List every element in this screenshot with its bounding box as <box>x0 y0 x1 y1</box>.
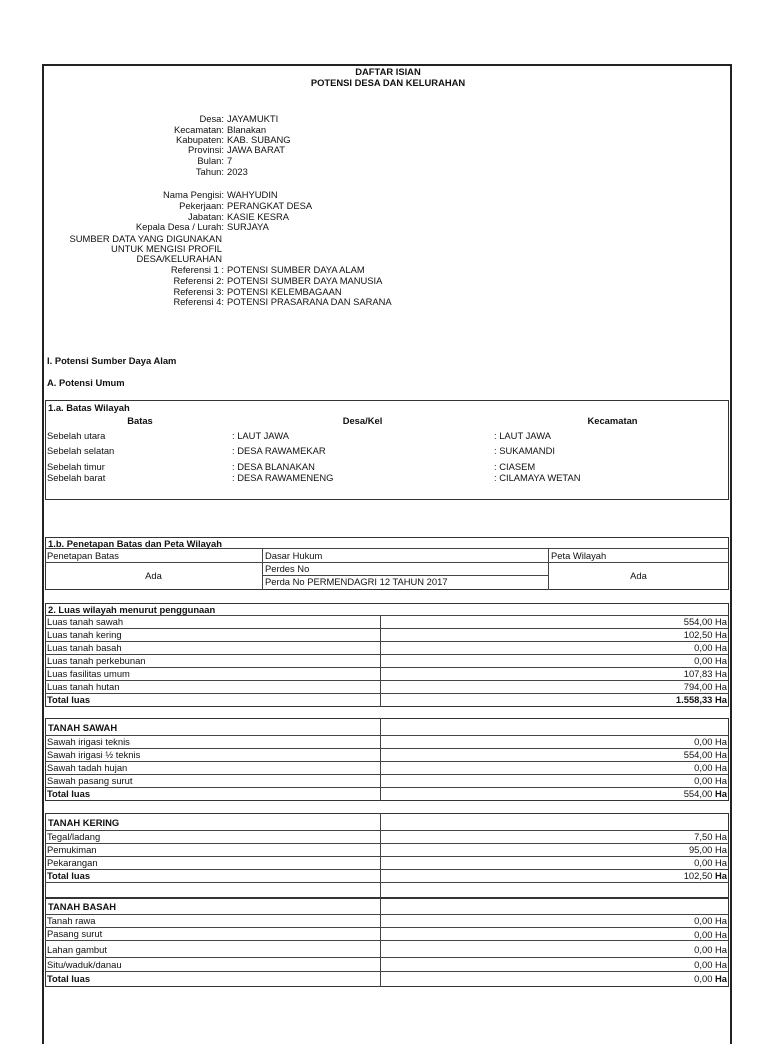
section-a-heading: A. Potensi Umum <box>47 377 125 388</box>
nama-pengisi-value: WAHYUDIN <box>227 189 278 200</box>
divider <box>45 562 729 563</box>
tahun-value: 2023 <box>227 166 248 177</box>
batas-side: Sebelah utara <box>47 430 106 441</box>
jabatan-value: KASIE KESRA <box>227 211 290 222</box>
kering-value: 0,00 Ha <box>694 857 727 868</box>
sawah-value: 554,00 Ha <box>683 749 727 760</box>
tanah-sawah-title: TANAH SAWAH <box>48 722 118 733</box>
ref-1-label: Referensi 1 : <box>170 264 224 275</box>
batas-desa: : LAUT JAWA <box>232 430 289 441</box>
penetapan-col1: Penetapan Batas <box>47 550 119 561</box>
luas-label: Luas tanah basah <box>47 642 122 653</box>
divider <box>380 718 381 801</box>
basah-total-label: Total luas <box>47 973 91 984</box>
batas-kec: : CILAMAYA WETAN <box>494 472 581 483</box>
sawah-value: 0,00 Ha <box>694 736 727 747</box>
divider <box>45 971 729 972</box>
batas-side: Sebelah timur <box>47 461 105 472</box>
batas-desa: : DESA RAWAMEKAR <box>232 445 326 456</box>
desa-label: Desa: <box>199 113 224 124</box>
luas-value: 554,00 Ha <box>683 616 727 627</box>
luas-value: 0,00 Ha <box>694 642 727 653</box>
basah-value: 0,00 Ha <box>694 944 727 955</box>
luas-label: Luas tanah kering <box>47 629 122 640</box>
sawah-total-unit: Ha <box>715 788 727 799</box>
kering-label: Pemukiman <box>47 844 97 855</box>
desa-value: JAYAMUKTI <box>227 113 279 124</box>
basah-label: Tanah rawa <box>47 915 96 926</box>
divider <box>45 957 729 958</box>
peta-wilayah-value: Ada <box>630 570 647 581</box>
provinsi-value: JAWA BARAT <box>227 144 285 155</box>
kepala-desa-label: Kepala Desa / Lurah: <box>135 221 224 232</box>
basah-total-number: 0,00 <box>694 973 713 984</box>
luas-value: 102,50 Ha <box>683 629 727 640</box>
basah-label: Lahan gambut <box>47 944 107 955</box>
sawah-label: Sawah irigasi teknis <box>47 736 130 747</box>
kering-total-value <box>600 870 727 881</box>
kering-value: 7,50 Ha <box>694 831 727 842</box>
luas-label: Luas tanah sawah <box>47 616 124 627</box>
basah-label: Situ/waduk/danau <box>47 959 122 970</box>
luas-title: 2. Luas wilayah menurut penggunaan <box>48 604 216 615</box>
kering-total-label: Total luas <box>47 870 91 881</box>
penetapan-col3: Peta Wilayah <box>551 550 607 561</box>
luas-value: 107,83 Ha <box>683 668 727 679</box>
dasar-hukum-perda: Perda No PERMENDAGRI 12 TAHUN 2017 <box>265 576 448 587</box>
penetapan-col2: Dasar Hukum <box>265 550 323 561</box>
basah-value: 0,00 Ha <box>694 959 727 970</box>
tanah-kering-title: TANAH KERING <box>48 817 120 828</box>
batas-kec: : LAUT JAWA <box>494 430 551 441</box>
kering-label: Tegal/ladang <box>47 831 101 842</box>
sources-heading-1: SUMBER DATA YANG DIGUNAKAN <box>69 233 222 244</box>
penetapan-title: 1.b. Penetapan Batas dan Peta Wilayah <box>48 538 222 549</box>
luas-total-label: Total luas <box>47 694 91 705</box>
kering-value: 95,00 Ha <box>688 844 727 855</box>
sawah-label: Sawah pasang surut <box>47 775 133 786</box>
desa-col-header: Desa/Kel <box>342 415 383 426</box>
batas-col-header: Batas <box>127 415 153 426</box>
kering-total-unit: Ha <box>715 870 727 881</box>
tahun-label: Tahun: <box>195 166 224 177</box>
kabupaten-value: KAB. SUBANG <box>227 134 291 145</box>
basah-total-value <box>600 973 727 984</box>
sawah-label: Sawah tadah hujan <box>47 762 128 773</box>
provinsi-label: Provinsi: <box>188 144 224 155</box>
sources-heading-2: UNTUK MENGISI PROFIL <box>111 243 222 254</box>
nama-pengisi-label: Nama Pengisi: <box>163 189 224 200</box>
section-i-heading: I. Potensi Sumber Daya Alam <box>47 355 177 366</box>
basah-value: 0,00 Ha <box>694 929 727 940</box>
kering-total-number: 102,50 <box>683 870 713 881</box>
sawah-total-label: Total luas <box>47 788 91 799</box>
ref-2-value: POTENSI SUMBER DAYA MANUSIA <box>227 275 383 286</box>
doc-subtitle: POTENSI DESA DAN KELURAHAN <box>310 77 466 88</box>
dasar-hukum-perdes: Perdes No <box>265 563 310 574</box>
divider <box>45 882 729 883</box>
ref-1-value: POTENSI SUMBER DAYA ALAM <box>227 264 365 275</box>
luas-label: Luas fasilitas umum <box>47 668 130 679</box>
kering-label: Pekarangan <box>47 857 98 868</box>
divider <box>380 897 381 987</box>
penetapan-value: Ada <box>145 570 162 581</box>
luas-value: 794,00 Ha <box>683 681 727 692</box>
ref-4-value: POTENSI PRASARANA DAN SARANA <box>227 296 392 307</box>
divider <box>262 548 263 590</box>
ref-4-label: Referensi 4: <box>173 296 224 307</box>
kabupaten-label: Kabupaten: <box>176 134 224 145</box>
doc-title: DAFTAR ISIAN <box>355 66 421 77</box>
ref-3-value: POTENSI KELEMBAGAAN <box>227 286 342 297</box>
luas-label: Luas tanah hutan <box>47 681 120 692</box>
tanah-basah-title: TANAH BASAH <box>48 901 117 912</box>
sawah-total-number: 554,00 <box>683 788 713 799</box>
ref-3-label: Referensi 3: <box>173 286 224 297</box>
luas-total-value: 1.558,33 Ha <box>675 694 727 705</box>
sawah-value: 0,00 Ha <box>694 775 727 786</box>
divider <box>45 940 729 941</box>
ref-2-label: Referensi 2: <box>173 275 224 286</box>
bulan-label: Bulan: <box>197 155 224 166</box>
kecamatan-col-header: Kecamatan <box>587 415 638 426</box>
bulan-value: 7 <box>227 155 233 166</box>
kecamatan-label: Kecamatan: <box>173 124 224 135</box>
basah-total-unit: Ha <box>715 973 727 984</box>
jabatan-label: Jabatan: <box>188 211 224 222</box>
pekerjaan-value: PERANGKAT DESA <box>227 200 313 211</box>
basah-value: 0,00 Ha <box>694 915 727 926</box>
sawah-value: 0,00 Ha <box>694 762 727 773</box>
basah-label: Pasang surut <box>47 928 103 939</box>
divider <box>45 927 729 928</box>
sawah-label: Sawah irigasi ½ teknis <box>47 749 141 760</box>
batas-desa: : DESA RAWAMENENG <box>232 472 334 483</box>
batas-kec: : CIASEM <box>494 461 536 472</box>
kecamatan-value: Blanakan <box>227 124 267 135</box>
kepala-desa-value: SURJAYA <box>227 221 269 232</box>
divider <box>548 548 549 590</box>
batas-desa: : DESA BLANAKAN <box>232 461 315 472</box>
sawah-total-value <box>600 788 727 799</box>
luas-label: Luas tanah perkebunan <box>47 655 146 666</box>
luas-value: 0,00 Ha <box>694 655 727 666</box>
batas-side: Sebelah selatan <box>47 445 115 456</box>
sources-heading-3: DESA/KELURAHAN <box>136 253 222 264</box>
batas-wilayah-title: 1.a. Batas Wilayah <box>48 402 130 413</box>
batas-side: Sebelah barat <box>47 472 106 483</box>
batas-kec: : SUKAMANDI <box>494 445 555 456</box>
pekerjaan-label: Pekerjaan: <box>179 200 224 211</box>
